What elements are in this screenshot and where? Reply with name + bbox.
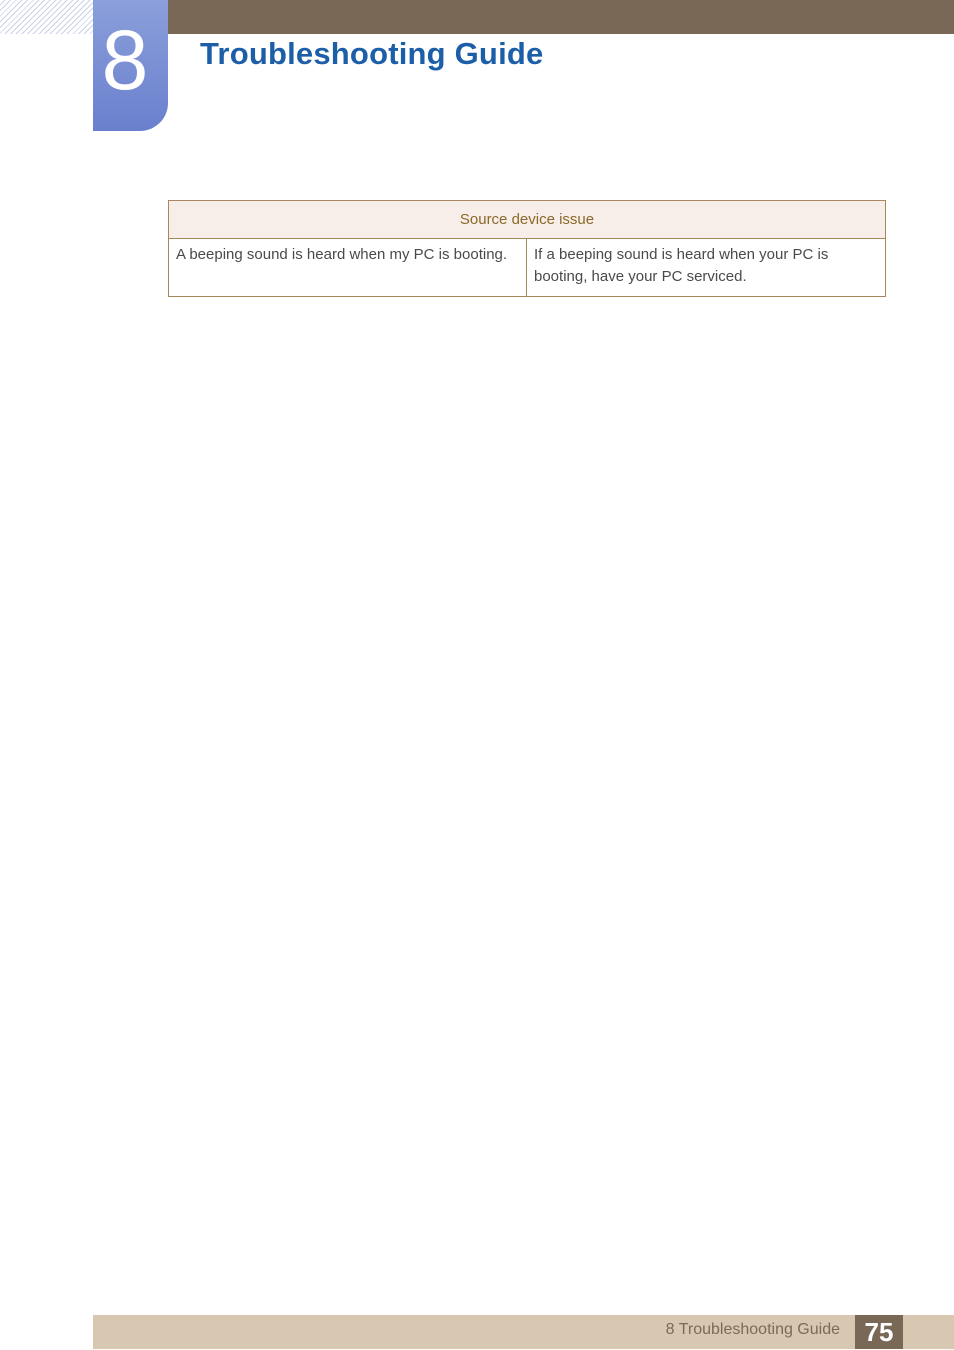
decorative-hatch-pattern xyxy=(0,0,93,34)
header-bar xyxy=(168,0,954,34)
footer-bar xyxy=(93,1315,954,1349)
page-number: 75 xyxy=(855,1315,903,1349)
solution-cell: If a beeping sound is heard when your PC is booting, have your PC serviced. xyxy=(527,239,886,297)
troubleshooting-table xyxy=(168,200,886,297)
chapter-tab xyxy=(93,0,168,131)
problem-cell: A beeping sound is heard when my PC is booting. xyxy=(169,239,527,297)
table-row xyxy=(169,239,886,297)
chapter-number: 8 xyxy=(101,13,149,107)
table-header-cell: Source device issue xyxy=(169,201,886,239)
table-header-row xyxy=(169,201,886,239)
footer-section-label: 8 Troubleshooting Guide xyxy=(665,1321,840,1338)
page-title: Troubleshooting Guide xyxy=(200,36,544,71)
